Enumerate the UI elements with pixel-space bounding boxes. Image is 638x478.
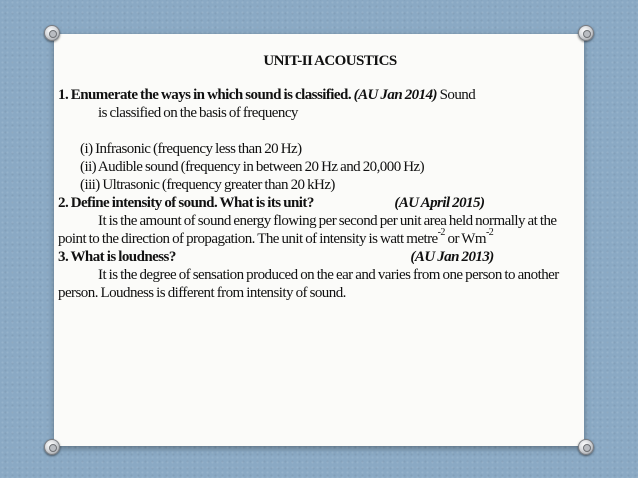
pin-icon: [44, 439, 60, 455]
q1-question: 1. Enumerate the ways in which sound is classified.: [58, 87, 352, 103]
q1-line: [58, 86, 582, 104]
q2-answer-line2: [58, 227, 582, 248]
q1-answer-start: Sound: [439, 87, 476, 103]
q2-question: 2. Define intensity of sound. What is its unit?: [58, 195, 314, 211]
q3-question: 3. What is loudness?: [58, 249, 176, 265]
q2-exponent: -2: [485, 227, 494, 238]
q1-answer-cont: is classified on the basis of frequency: [98, 105, 298, 121]
q2-ref: (AU April 2015): [394, 195, 485, 211]
q1-item: (i) Infrasonic (frequency less than 20 Hz): [80, 141, 302, 157]
q1-ref: (AU Jan 2014): [353, 87, 437, 103]
q2-line: [58, 194, 582, 212]
pin-icon: [44, 25, 60, 41]
q2-answer-line1: It is the amount of sound energy flowing per second per unit area held normally at the: [98, 213, 557, 229]
q3-answer-line1: It is the degree of sensation produced on the ear and varies from one person to another: [98, 267, 559, 283]
q3-answer-line2: person. Loudness is different from intensity of sound.: [58, 285, 346, 301]
q2-exponent: -2: [437, 227, 445, 238]
q2-answer-text: point to the direction of propagation. The unit of intensity is watt metre: [58, 231, 438, 247]
slide-title: UNIT-II ACOUSTICS: [263, 53, 397, 69]
spacer: [58, 122, 582, 140]
q1-item: (ii) Audible sound (frequency in between 20 Hz and 20,000 Hz): [80, 159, 425, 175]
q3-line: [58, 248, 582, 266]
pin-icon: [578, 25, 594, 41]
q2-or-unit: or Wm: [447, 231, 486, 247]
q3-ref: (AU Jan 2013): [410, 249, 494, 265]
slide-content: [58, 52, 582, 302]
pin-icon: [578, 439, 594, 455]
q1-item: (iii) Ultrasonic (frequency greater than 20 kHz): [80, 177, 335, 193]
